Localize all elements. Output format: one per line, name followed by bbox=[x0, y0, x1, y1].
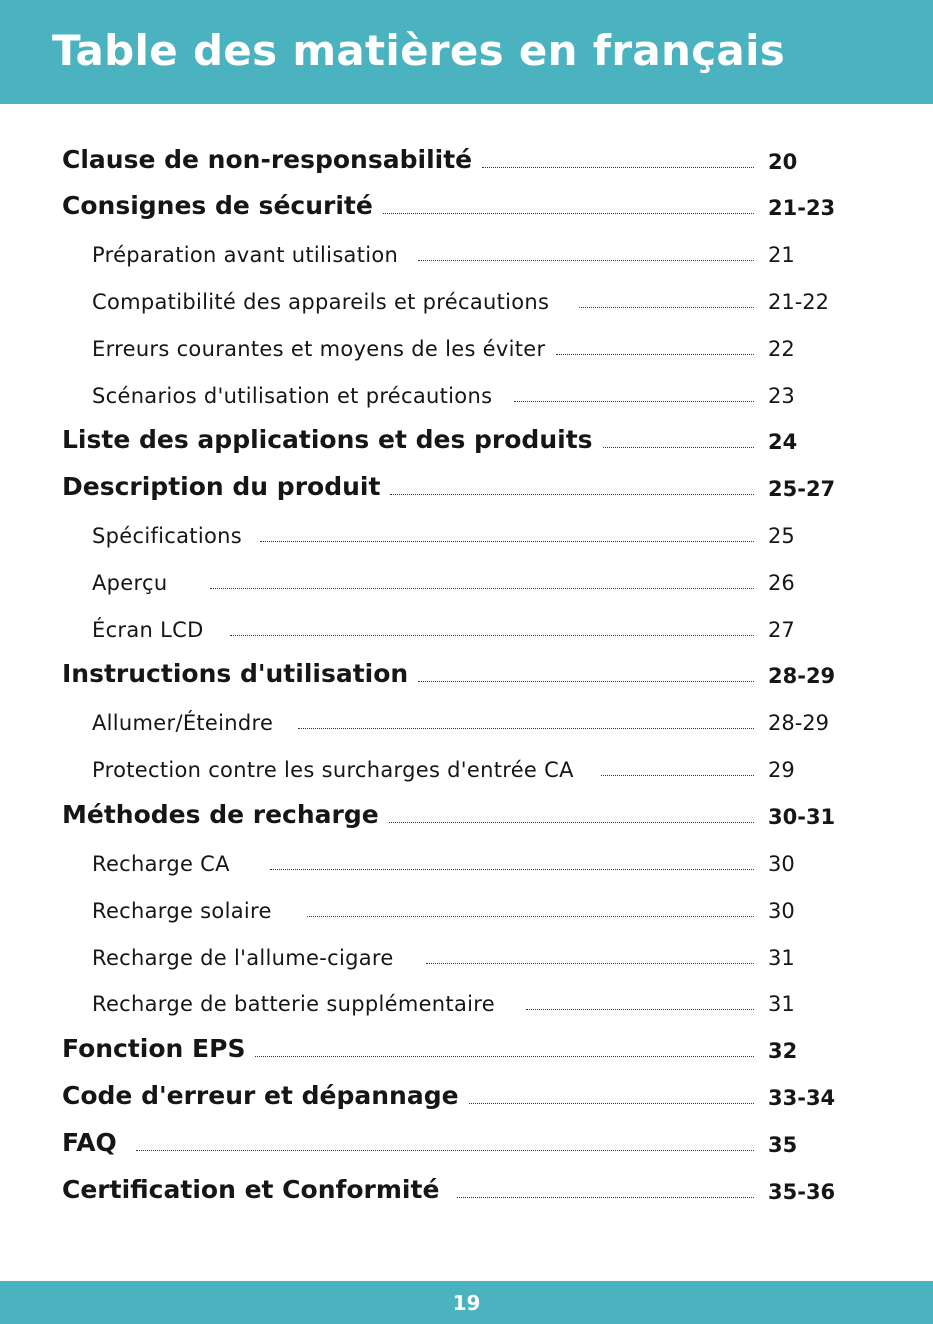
dot-leader bbox=[383, 213, 754, 214]
toc-entry[interactable] bbox=[0, 1076, 933, 1116]
dot-leader bbox=[255, 1056, 754, 1057]
dot-leader bbox=[514, 401, 754, 402]
toc-entry-label: Clause de non-responsabilité bbox=[62, 145, 473, 174]
toc-entry-label: Certification et Conformité bbox=[62, 1175, 440, 1204]
dot-leader bbox=[136, 1150, 754, 1151]
toc-entry[interactable] bbox=[0, 186, 933, 226]
toc-entry-page: 25 bbox=[768, 524, 795, 548]
toc-subentry[interactable] bbox=[0, 982, 933, 1022]
dot-leader bbox=[579, 307, 754, 308]
toc-entry-label: Écran LCD bbox=[92, 618, 204, 642]
toc-entry-page: 31 bbox=[768, 992, 795, 1016]
dot-leader bbox=[418, 260, 754, 261]
toc-subentry[interactable] bbox=[0, 748, 933, 788]
dot-leader bbox=[298, 728, 754, 729]
toc-entry-page: 29 bbox=[768, 758, 795, 782]
toc-entry-page: 33-34 bbox=[768, 1086, 836, 1110]
toc-entry-label: Erreurs courantes et moyens de les éviter bbox=[92, 337, 546, 361]
toc-entry-page: 22 bbox=[768, 337, 795, 361]
toc-entry-label: Code d'erreur et dépannage bbox=[62, 1081, 459, 1110]
dot-leader bbox=[270, 869, 754, 870]
toc-entry-page: 21 bbox=[768, 243, 795, 267]
toc-entry-label: Recharge solaire bbox=[92, 899, 272, 923]
toc-subentry[interactable] bbox=[0, 561, 933, 601]
dot-leader bbox=[230, 635, 754, 636]
toc-entry-label: Description du produit bbox=[62, 472, 381, 501]
toc-entry[interactable] bbox=[0, 654, 933, 694]
toc-entry-label: Aperçu bbox=[92, 571, 168, 595]
toc-entry-page: 30 bbox=[768, 852, 795, 876]
toc-entry-label: Liste des applications et des produits bbox=[62, 425, 593, 454]
dot-leader bbox=[426, 963, 754, 964]
toc-entry-label: Méthodes de recharge bbox=[62, 800, 379, 829]
toc-entry[interactable] bbox=[0, 420, 933, 460]
toc-subentry[interactable] bbox=[0, 327, 933, 367]
toc-entry[interactable] bbox=[0, 795, 933, 835]
toc-subentry[interactable] bbox=[0, 374, 933, 414]
toc-entry-label: Recharge CA bbox=[92, 852, 230, 876]
toc-entry-page: 24 bbox=[768, 430, 798, 454]
toc-subentry[interactable] bbox=[0, 889, 933, 929]
toc-entry-page: 35-36 bbox=[768, 1180, 836, 1204]
dot-leader bbox=[390, 494, 754, 495]
toc-entry[interactable] bbox=[0, 140, 933, 180]
toc-entry[interactable] bbox=[0, 1029, 933, 1069]
toc-entry-label: Allumer/Éteindre bbox=[92, 711, 274, 735]
dot-leader bbox=[457, 1197, 754, 1198]
toc-entry-label: Instructions d'utilisation bbox=[62, 659, 409, 688]
toc-subentry[interactable] bbox=[0, 280, 933, 320]
toc-entry-label: Recharge de batterie supplémentaire bbox=[92, 992, 495, 1016]
toc-entry-label: Spécifications bbox=[92, 524, 242, 548]
toc-subentry[interactable] bbox=[0, 842, 933, 882]
toc-entry-label: Consignes de sécurité bbox=[62, 191, 373, 220]
dot-leader bbox=[418, 681, 754, 682]
toc-entry-page: 27 bbox=[768, 618, 795, 642]
page-number: 19 bbox=[452, 1291, 481, 1315]
page-title: Table des matières en français bbox=[52, 26, 786, 75]
toc-subentry[interactable] bbox=[0, 233, 933, 273]
toc-entry-page: 23 bbox=[768, 384, 795, 408]
dot-leader bbox=[556, 354, 754, 355]
toc-entry-page: 26 bbox=[768, 571, 795, 595]
toc-entry-label: Recharge de l'allume-cigare bbox=[92, 946, 394, 970]
dot-leader bbox=[603, 447, 754, 448]
toc-entry-page: 25-27 bbox=[768, 477, 836, 501]
toc-entry[interactable] bbox=[0, 1123, 933, 1163]
dot-leader bbox=[482, 167, 754, 168]
toc-entry-page: 21-22 bbox=[768, 290, 830, 314]
toc-entry-label: Préparation avant utilisation bbox=[92, 243, 399, 267]
toc-subentry[interactable] bbox=[0, 608, 933, 648]
toc-entry-page: 21-23 bbox=[768, 196, 836, 220]
toc-entry-page: 35 bbox=[768, 1133, 798, 1157]
toc-entry-page: 28-29 bbox=[768, 664, 836, 688]
toc-entry-page: 28-29 bbox=[768, 711, 830, 735]
toc-entry-page: 32 bbox=[768, 1039, 798, 1063]
toc-subentry[interactable] bbox=[0, 701, 933, 741]
toc-entry-label: Fonction EPS bbox=[62, 1034, 246, 1063]
toc-entry-label: FAQ bbox=[62, 1128, 117, 1157]
toc-entry-label: Scénarios d'utilisation et précautions bbox=[92, 384, 493, 408]
toc-entry-page: 30 bbox=[768, 899, 795, 923]
toc-entry[interactable] bbox=[0, 467, 933, 507]
toc-entry-page: 30-31 bbox=[768, 805, 836, 829]
dot-leader bbox=[307, 916, 754, 917]
dot-leader bbox=[601, 775, 754, 776]
toc-subentry[interactable] bbox=[0, 936, 933, 976]
footer-bar bbox=[0, 1281, 933, 1324]
toc-entry-page: 31 bbox=[768, 946, 795, 970]
dot-leader bbox=[526, 1009, 754, 1010]
toc-entry-page: 20 bbox=[768, 150, 798, 174]
dot-leader bbox=[469, 1103, 754, 1104]
toc-subentry[interactable] bbox=[0, 514, 933, 554]
dot-leader bbox=[260, 541, 754, 542]
toc-entry-label: Compatibilité des appareils et précautions bbox=[92, 290, 550, 314]
dot-leader bbox=[389, 822, 754, 823]
toc-entry-label: Protection contre les surcharges d'entrée CA bbox=[92, 758, 574, 782]
dot-leader bbox=[210, 588, 754, 589]
toc-entry[interactable] bbox=[0, 1170, 933, 1210]
